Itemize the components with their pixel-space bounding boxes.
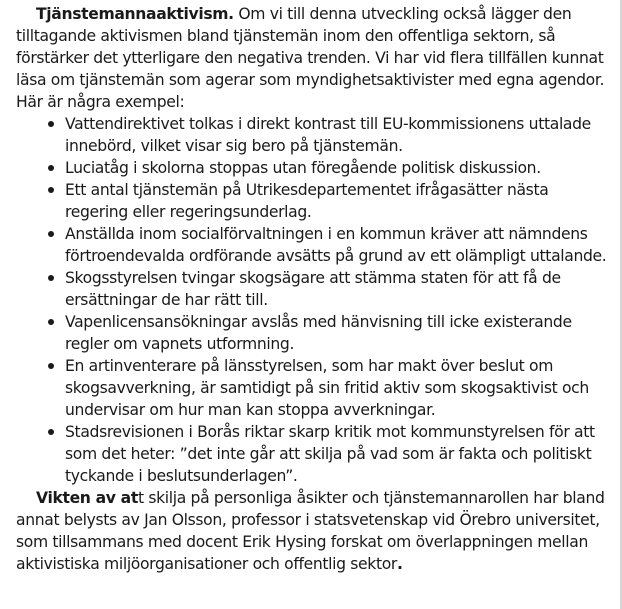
closing-bold-start: Vikten av at [36,489,138,507]
list-item: Anställda inom socialförvaltningen i en kommun kräver att nämndens förtroendevalda ordförande avsätts på grund av ett olämpligt uttalande. [65,223,612,267]
intro-text: Om vi till denna utveckling också lägger den tilltagande aktivismen bland tjänstemän inom den offentliga sektorn, så förstärker det ytterligare den negativa trenden. Vi har vid flera tillfällen kunnat läsa om tjänstemän som agerar som myndighetsaktivister med egna agendor. Här är några exempel: [16,5,605,111]
closing-paragraph [16,487,612,575]
list-item: Ett antal tjänstemän på Utrikesdepartementet ifrågasätter nästa regering eller regeringsunderlag. [65,179,612,223]
closing-text: t skilja på personliga åsikter och tjänstemannarollen har bland annat belysts av Jan Olsson, professor i statsvetenskap vid Örebro universitet, som tillsammans med docent Erik Hysing forskat om överlappningen mellan aktivistiska miljöorganisationer och offentlig sektor [16,489,605,573]
list-item: Vapenlicensansökningar avslås med hänvisning till icke existerande regler om vapnets utformning. [65,311,612,355]
list-item: Vattendirektivet tolkas i direkt kontrast till EU-kommissionens uttalade innebörd, vilket visar sig bero på tjänstemän. [65,113,612,157]
closing-bold-end: . [397,555,403,573]
examples-list [16,113,612,487]
list-item: Luciatåg i skolorna stoppas utan föregående politisk diskussion. [65,157,612,179]
list-item: En artinventerare på länsstyrelsen, som har makt över beslut om skogsavverkning, är samtidigt på sin fritid aktiv som skogsaktivist och undervisar om hur man kan stoppa avverkningar. [65,355,612,421]
intro-paragraph [16,3,612,113]
list-item: Stadsrevisionen i Borås riktar skarp kritik mot kommunstyrelsen för att som det heter: ”det inte går att skilja på vad som är fakta och politiskt tyckande i beslutsunderlagen”. [65,421,612,487]
section-heading: Tjänstemannaaktivism. [36,5,234,23]
list-item: Skogsstyrelsen tvingar skogsägare att stämma staten för att få de ersättningar de har rätt till. [65,267,612,311]
